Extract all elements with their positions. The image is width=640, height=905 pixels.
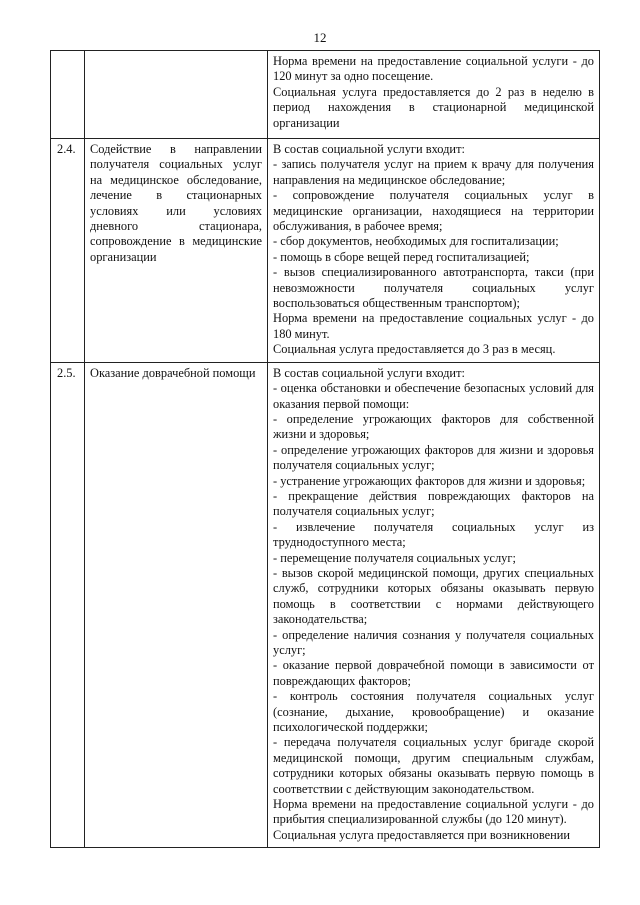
description-line: Норма времени на предоставление социальной услуги - до 120 минут за одно посещение.: [273, 54, 594, 84]
service-description-cell: [268, 362, 600, 848]
description-line: - определение угрожающих факторов для жизни и здоровья получателя социальных услуг;: [273, 442, 594, 473]
description-line: - прекращение действия повреждающих факторов на получателя социальных услуг;: [273, 488, 594, 519]
service-description-cell: [268, 139, 600, 363]
description-line: Норма времени на предоставление социальных услуг - до 180 минут.: [273, 311, 594, 341]
description-line: - передача получателя социальных услуг бригаде скорой медицинской помощи, другим специальным службам, сотрудники которых обязаны оказывать первую помощь в соответствии с действующим законодательством.: [273, 735, 594, 796]
description-line: В состав социальной услуги входит:: [273, 365, 465, 380]
description-line: - устранение угрожающих факторов для жизни и здоровья;: [273, 473, 586, 488]
description-line: - оценка обстановки и обеспечение безопасных условий для оказания первой помощи:: [273, 381, 594, 411]
description-line: - определение наличия сознания у получателя социальных услуг;: [273, 627, 594, 657]
row-number-cell: 2.4.: [51, 139, 85, 363]
description-line: - определение угрожающих факторов для собственной жизни и здоровья;: [273, 411, 594, 442]
description-line: - вызов специализированного автотранспорта, такси (при невозможности получателя социальных услуг воспользоваться общественным транспортом);: [273, 265, 594, 311]
row-number-cell: 2.5.: [51, 362, 85, 848]
description-line: - перемещение получателя социальных услуг;: [273, 550, 516, 565]
service-name-cell: Оказание доврачебной помощи: [85, 362, 268, 848]
description-line: - оказание первой доврачебной помощи в зависимости от повреждающих факторов;: [273, 658, 594, 688]
service-name-cell: [85, 51, 268, 139]
description-line: - извлечение получателя социальных услуг из труднодоступного места;: [273, 519, 594, 550]
description-line: Социальная услуга предоставляется при возникновении: [273, 827, 571, 842]
description-line: - контроль состояния получателя социальных услуг (сознание, дыхание, кровообращение) и оказание психологической поддержки;: [273, 689, 594, 735]
description-line: - запись получателя услуг на прием к врачу для получения направления на медицинское обследование;: [273, 157, 594, 187]
description-line: - помощь в сборе вещей перед госпитализацией;: [273, 249, 530, 264]
table-row: [51, 51, 600, 139]
description-line: - сопровождение получателя социальных услуг в медицинские организации, находящиеся на территории обслуживания, в рабочее время;: [273, 188, 594, 234]
description-line: Социальная услуга предоставляется до 2 раз в неделю в период нахождения в стационарной медицинской организации: [273, 84, 594, 130]
description-line: Социальная услуга предоставляется до 3 раз в месяц.: [273, 342, 556, 357]
description-line: - вызов скорой медицинской помощи, других специальных служб, сотрудники которых обязаны оказывать первую помощь в соответствии с нормами действующего законодательства;: [273, 565, 594, 627]
service-name-cell: Содействие в направлении получателя социальных услуг на медицинское обследование, лечение в стационарных условиях или условиях дневного стационара, сопровождение в медицинские организации: [85, 139, 268, 363]
row-number-cell: [51, 51, 85, 139]
description-line: В состав социальной услуги входит:: [273, 142, 465, 156]
page-number: 12: [313, 30, 327, 45]
description-line: - сбор документов, необходимых для госпитализации;: [273, 234, 559, 249]
description-line: Норма времени на предоставление социальной услуги - до прибытия специализированной службы (до 120 минут).: [273, 797, 594, 827]
table-row: [51, 362, 600, 848]
service-description-cell: [268, 51, 600, 139]
table-row: [51, 139, 600, 363]
services-table: [50, 50, 600, 848]
